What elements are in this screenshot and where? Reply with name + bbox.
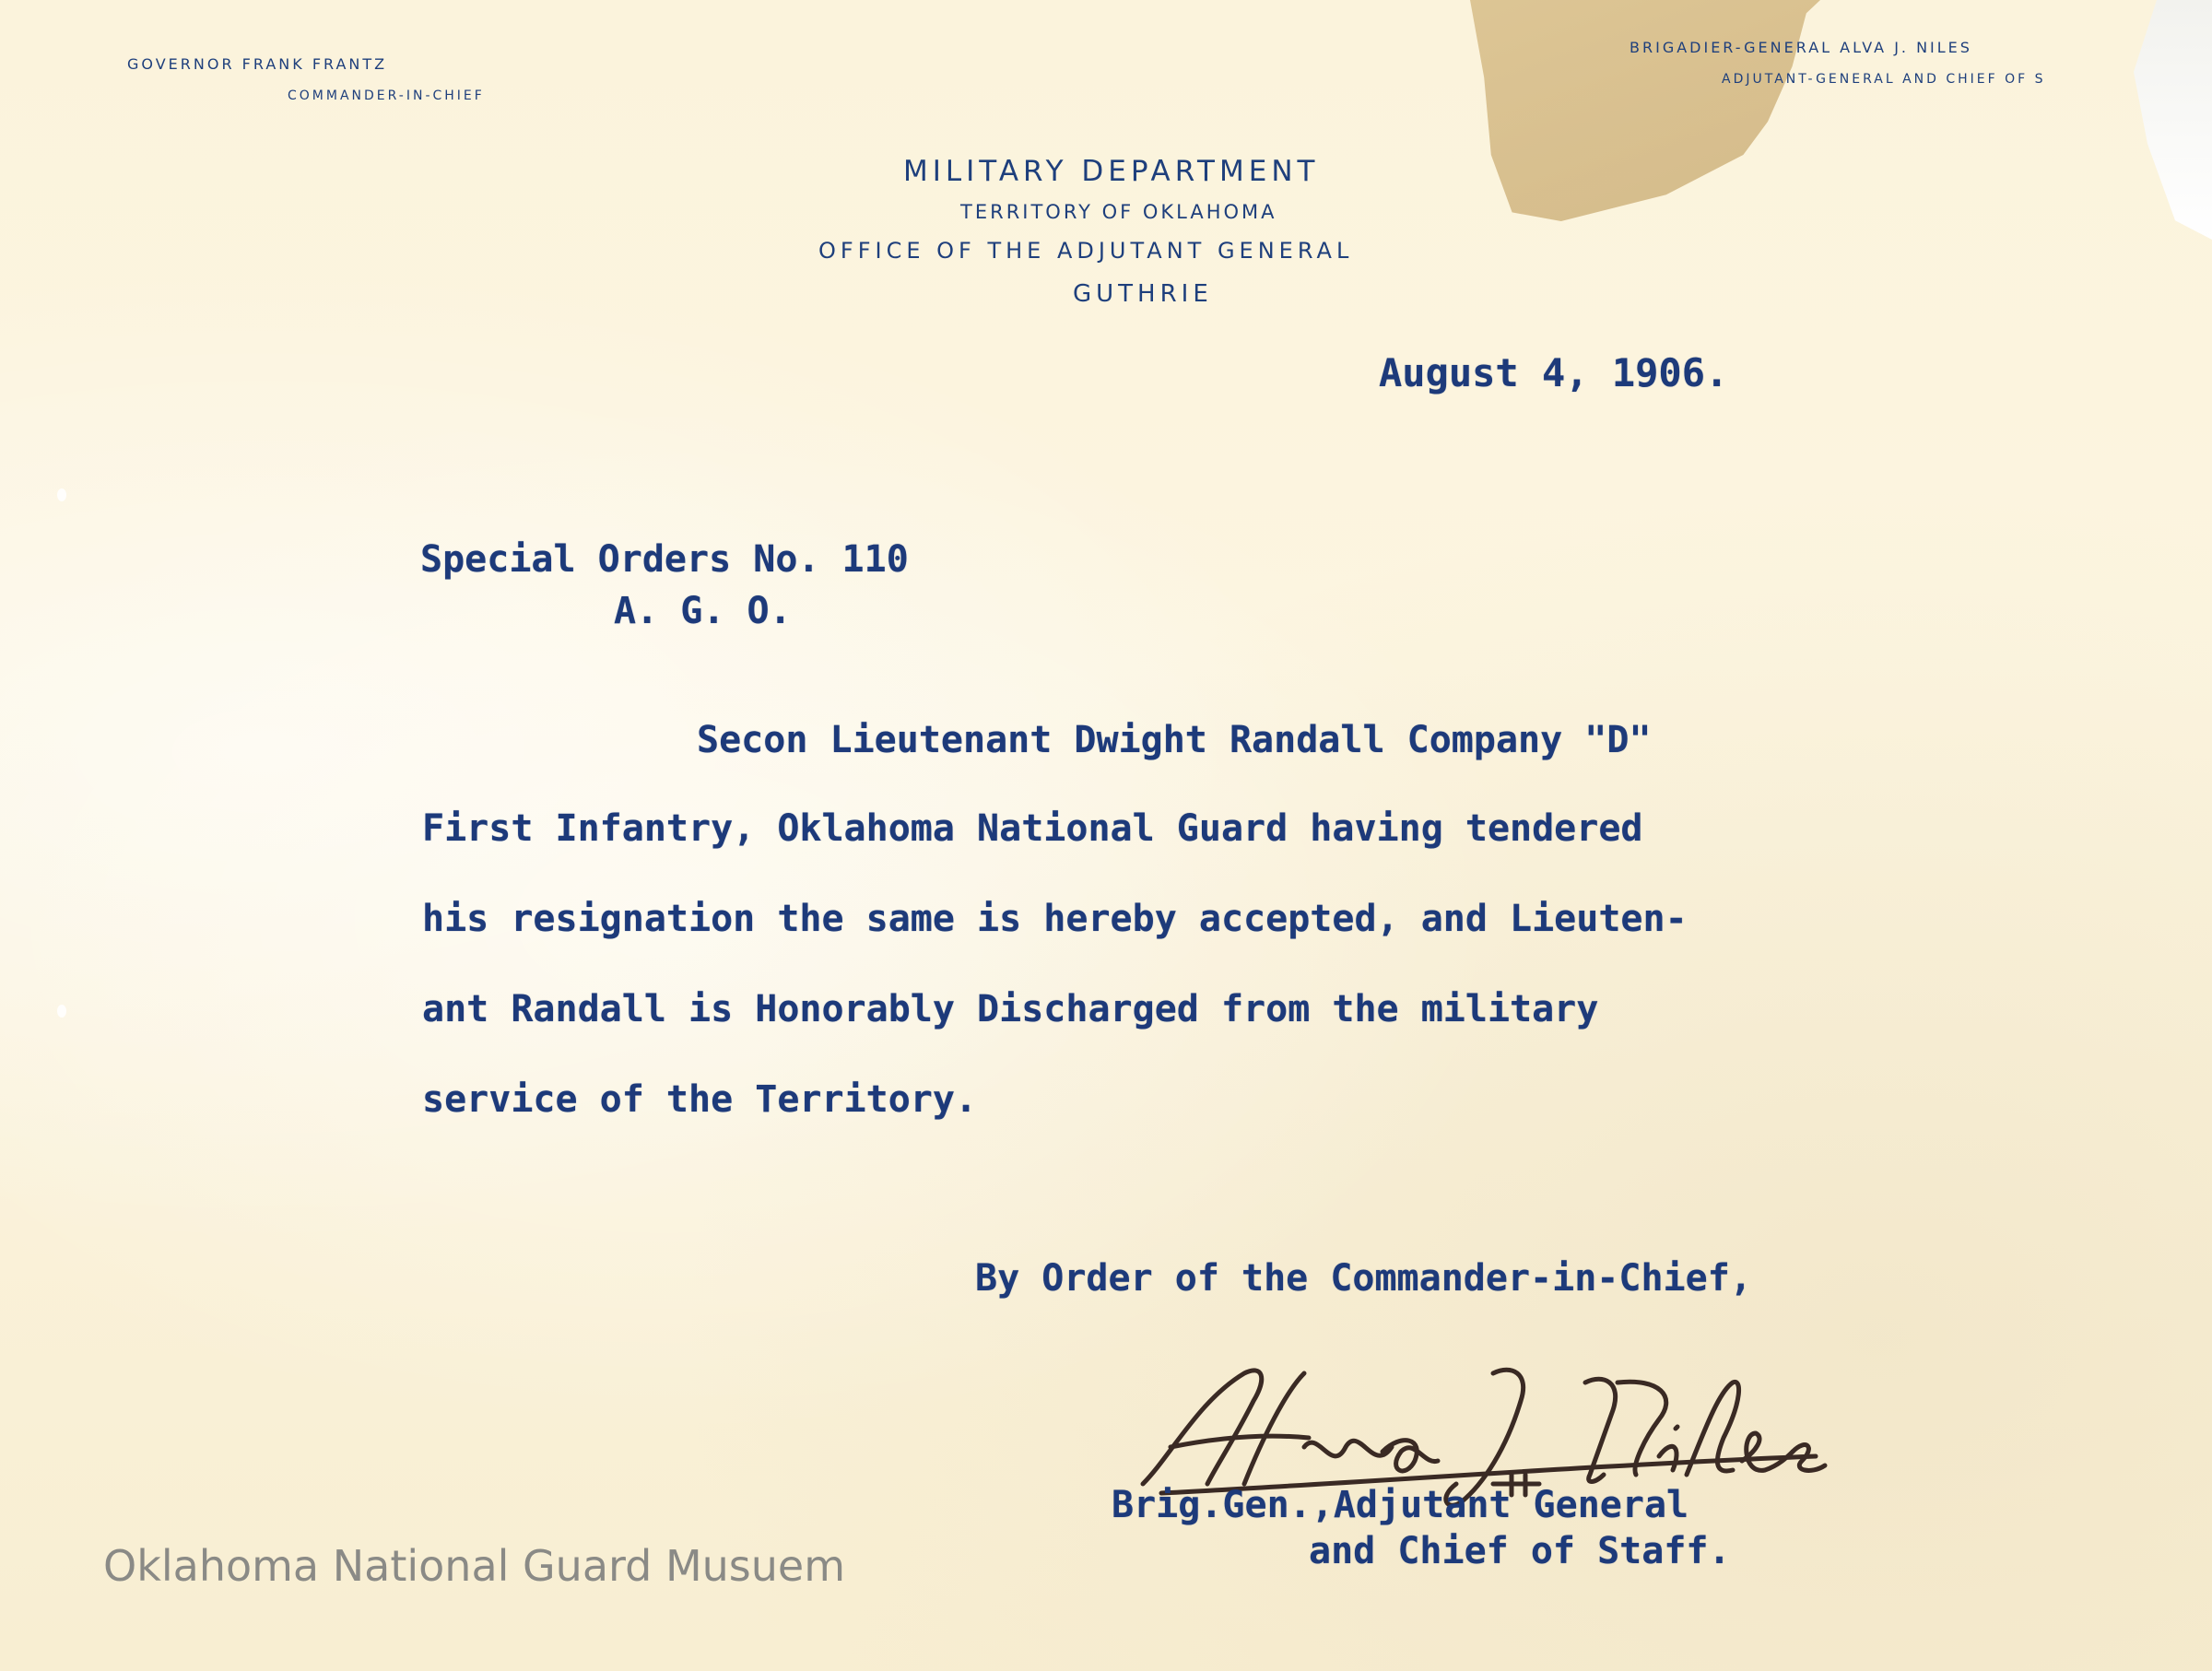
department-heading: MILITARY DEPARTMENT <box>903 155 1320 188</box>
letterhead-right-title: ADJUTANT-GENERAL AND CHIEF OF S <box>1722 72 2046 87</box>
territory-heading: TERRITORY OF OKLAHOMA <box>960 201 1277 223</box>
closing-line: By Order of the Commander-in-Chief, <box>975 1257 1752 1300</box>
city-heading: GUTHRIE <box>1073 280 1213 308</box>
body-line: his resignation the same is hereby accepted, and Lieuten- <box>422 898 1688 940</box>
body-line: Secon Lieutenant Dwight Randall Company "D" <box>697 719 1652 761</box>
museum-watermark: Oklahoma National Guard Musuem <box>103 1541 846 1591</box>
signer-title: Brig.Gen.,Adjutant General <box>1112 1484 1689 1526</box>
letterhead-left-title: COMMANDER-IN-CHIEF <box>288 88 485 103</box>
punch-hole <box>57 488 66 501</box>
order-office: A. G. O. <box>614 590 792 632</box>
body-line: ant Randall is Honorably Discharged from the military <box>422 988 1599 1030</box>
order-number: Special Orders No. 110 <box>420 538 909 581</box>
letter-date: August 4, 1906. <box>1379 350 1729 395</box>
body-line: First Infantry, Oklahoma National Guard having tendered <box>422 807 1643 850</box>
torn-corner <box>2120 0 2212 240</box>
office-heading: OFFICE OF THE ADJUTANT GENERAL <box>818 238 1354 264</box>
punch-hole <box>57 1005 66 1018</box>
signer-title: and Chief of Staff. <box>1309 1530 1731 1572</box>
tape-stain <box>1470 0 1820 221</box>
body-line: service of the Territory. <box>422 1078 978 1121</box>
letterhead-right-name: BRIGADIER-GENERAL ALVA J. NILES <box>1630 39 1972 56</box>
letterhead-left-name: GOVERNOR FRANK FRANTZ <box>127 55 388 73</box>
